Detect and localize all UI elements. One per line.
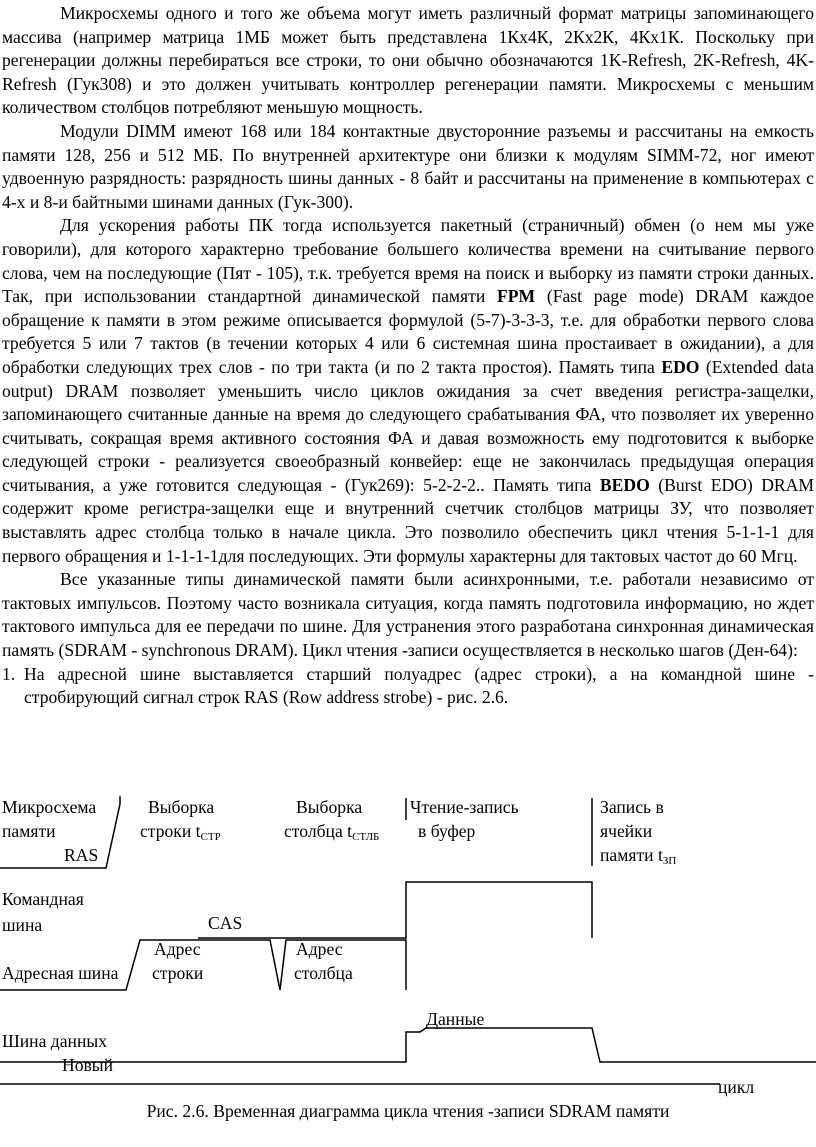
list-item-1 — [2, 663, 814, 710]
label-chip-1: Микросхема — [2, 797, 97, 817]
paragraph-3-part-b: (Fast page mode) DRAM каждое обращение к памяти в этом режиме описывается формулой (5-7)-3-3-3, т.е. для обработки первого слова требуется 5 или 7 тактов (в течении которых 4 или 6 системная шина простаивает в ожидании), а для обработки следующих трех слов - по три такта (и по 2 такта простоя). Память типа — [2, 286, 814, 377]
label-write-1: Запись в — [600, 797, 664, 817]
term-bedo: BEDO — [599, 474, 650, 495]
label-new-cycle-1: Новый — [62, 1055, 114, 1075]
term-edo: EDO — [661, 356, 700, 377]
label-cas: CAS — [208, 913, 243, 933]
label-row-select-1: Выборка — [148, 797, 215, 817]
label-read-write-1: Чтение-запись — [410, 797, 519, 817]
data-waveform — [0, 1028, 816, 1062]
label-row-select-2: строки $t_{СТР}$ — [140, 821, 221, 843]
label-address-bus: Адресная шина — [2, 963, 119, 983]
label-col-select-1: Выборка — [296, 797, 363, 817]
list-item-text: На адресной шине выставляется старший полуадрес (адрес строки), а на командной шине - стробирующий сигнал строк RAS (Row address strobe) - рис. 2.6. — [24, 663, 814, 708]
label-data-bus: Шина данных — [2, 1031, 107, 1051]
body-text — [2, 2, 814, 710]
paragraph-3-part-d: (Burst EDO) DRAM содержит кроме регистра-защелки еще и внутренний счетчик столбцов матрицы ЗУ, что позволяет выставлять адрес столбца только в начале цикла. Это позволило обеспечить цикл чтения 5-1-1-1 для первого обращения и 1-1-1-1для последующих. Эти формулы характерны для тактовых частот до 60 Мгц. — [2, 474, 814, 566]
label-ras: RAS — [64, 845, 99, 865]
paragraph-3 — [2, 214, 814, 568]
term-fpm: FPM — [497, 286, 536, 307]
paragraph-3-part-c: (Extended data output) DRAM позволяет уменьшить число циклов ожидания за счет введения регистра-защелки, запоминающего считанные данные на время до следующего срабатывания ФА, что позволяет их уверенно считывать, сокращая время активного состояния ФА и давая возможность ему подготовится к выборке следующей строки - реализуется своеобразный конвейер: еще не закончилась предыдущая операция считывания, а уже готовится следующая - (Гук269): 5-2-2-2.. Память типа — [2, 356, 814, 495]
write-subscript: ЗП — [662, 855, 677, 867]
col-select-subscript: СТЛБ — [352, 831, 380, 843]
cas-waveform — [198, 882, 592, 938]
timing-waveforms — [0, 790, 816, 1130]
label-address-col-2: столбца — [294, 963, 353, 983]
figure-caption: Рис. 2.6. Временная диаграмма цикла чтения -записи SDRAM памяти — [146, 1101, 670, 1121]
paragraph-2: Модули DIMM имеют 168 или 184 контактные двусторонние разъемы и рассчитаны на емкость памяти 128, 256 и 512 МБ. По внутренней архитектуре они близки к модулям SIMM-72, ног имеют удвоенную разрядность: разрядность шины данных - 8 байт и рассчитаны на применение в компьютерах с 4-х и 8-и байтными шинами данных (Гук-300). — [2, 120, 814, 212]
label-chip-2: памяти — [2, 821, 56, 841]
paragraph-3-part-a: Для ускорения работы ПК тогда используется пакетный (страничный) обмен (о нем мы уже говорили), для которого характерно требование большего количества времени на считывание первого слова, чем на последующие (Пят - 105), т.к. требуется время на поиск и выборку из памяти строки данных. Так, при использовании стандартной динамической памяти — [2, 215, 814, 307]
label-address-row-2: строки — [152, 963, 204, 983]
list-item-number: 1. — [2, 663, 16, 684]
label-write-2: ячейки — [600, 821, 653, 841]
label-new-cycle-2: цикл — [718, 1077, 755, 1097]
label-command-bus-2: шина — [2, 915, 43, 935]
label-write-3: памяти $t_{ЗП}$ — [600, 845, 677, 867]
label-address-row-1: Адрес — [154, 939, 201, 959]
label-data: Данные — [426, 1009, 485, 1029]
paragraph-1: Микросхемы одного и того же объема могут иметь различный формат матрицы запоминающего массива (например матрица 1МБ может быть представлена 1Кх4К, 2Кх2К, 4Кх1К. Поскольку при регенерации должны перебираться все строки, то они обычно обозначаются 1K-Refresh, 2K-Refresh, 4K-Refresh (Гук308) и это должен учитывать контроллер регенерации памяти. Микросхемы с меньшим количеством столбцов потребляют меньшую мощность. — [2, 3, 814, 118]
row-select-subscript: СТР — [200, 831, 221, 843]
label-command-bus-1: Командная — [2, 889, 84, 909]
paragraph-4: Все указанные типы динамической памяти были асинхронными, т.е. работали независимо от тактовых импульсов. Поэтому часто возникала ситуация, когда память подготовила информацию, но ждет тактового импульса для ее передачи по шине. Для устранения этого разработана синхронная динамическая память (SDRAM - synchronous DRAM). Цикл чтения -записи осуществляется в несколько шагов (Ден-64): — [2, 569, 814, 661]
label-address-col-1: Адрес — [296, 939, 343, 959]
timing-diagram — [0, 790, 816, 1130]
label-read-write-2: в буфер — [418, 821, 476, 841]
label-col-select-2: столбца $t_{СТЛБ}$ — [284, 821, 380, 843]
